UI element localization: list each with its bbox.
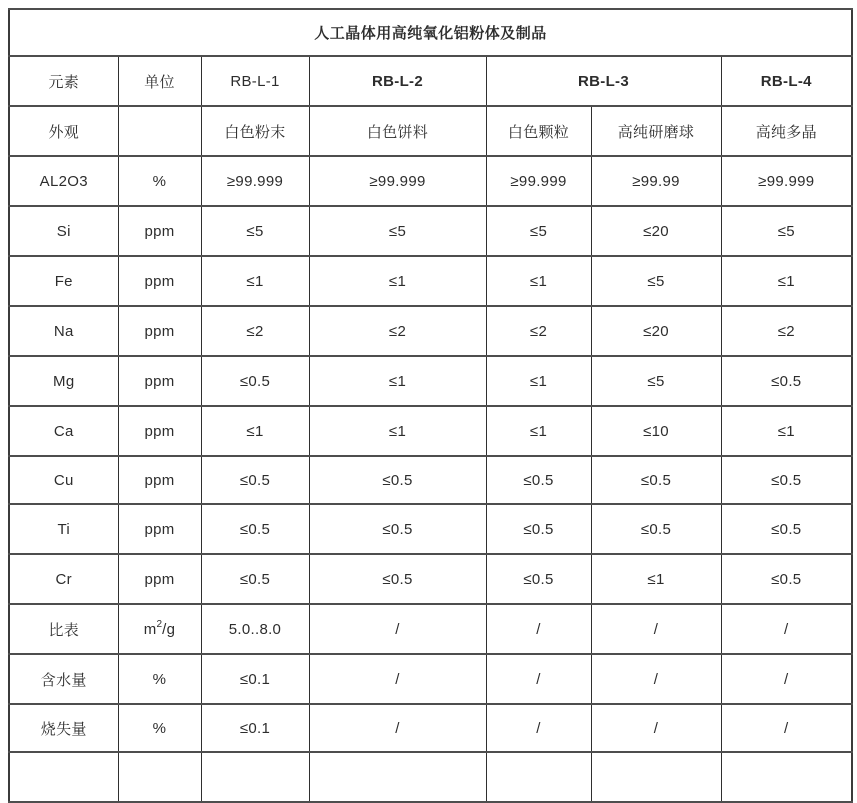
table-header-row	[9, 56, 852, 106]
unit-cell: ppm	[118, 504, 201, 554]
value-cell: ≤1	[309, 256, 486, 306]
element-cell: Cu	[9, 456, 118, 504]
element-cell: Si	[9, 206, 118, 256]
value-cell: 白色粉末	[201, 106, 309, 156]
value-cell: 白色饼料	[309, 106, 486, 156]
value-cell: /	[721, 704, 852, 752]
value-cell: ≤0.1	[201, 704, 309, 752]
value-cell: ≤2	[201, 306, 309, 356]
unit-cell: ppm	[118, 406, 201, 456]
spec-row-cu	[9, 456, 852, 504]
value-cell: 高纯研磨球	[591, 106, 721, 156]
value-cell: /	[486, 604, 591, 654]
value-cell: ≤2	[721, 306, 852, 356]
element-cell: Na	[9, 306, 118, 356]
element-cell: AL2O3	[9, 156, 118, 206]
spec-row-na	[9, 306, 852, 356]
unit-base: m	[143, 621, 157, 638]
value-cell: /	[309, 604, 486, 654]
element-cell: Mg	[9, 356, 118, 406]
unit-cell: ppm	[118, 206, 201, 256]
clipped-row	[9, 752, 852, 802]
value-cell: ≤0.5	[309, 456, 486, 504]
value-cell: ≤0.5	[721, 456, 852, 504]
spec-row-fe	[9, 256, 852, 306]
value-cell: ≤10	[591, 406, 721, 456]
element-cell: 含水量	[9, 654, 118, 704]
value-cell: ≤5	[721, 206, 852, 256]
spec-row-mg	[9, 356, 852, 406]
value-cell: /	[591, 604, 721, 654]
column-header-element: 元素	[9, 56, 118, 106]
value-cell: /	[309, 654, 486, 704]
value-cell: ≤1	[591, 554, 721, 604]
unit-superscript: 2	[156, 619, 163, 630]
value-cell: /	[486, 654, 591, 704]
value-cell: ≤5	[201, 206, 309, 256]
value-cell: ≤0.5	[486, 554, 591, 604]
value-cell: ≤5	[591, 356, 721, 406]
value-cell: ≤5	[309, 206, 486, 256]
value-cell: 高纯多晶	[721, 106, 852, 156]
value-cell: ≤0.5	[201, 456, 309, 504]
column-header-rb-l-1: RB-L-1	[201, 56, 309, 106]
value-cell: ≤1	[309, 406, 486, 456]
column-header-rb-l-2: RB-L-2	[309, 56, 486, 106]
unit-cell: ppm	[118, 256, 201, 306]
unit-cell: ppm	[118, 554, 201, 604]
unit-cell: %	[118, 156, 201, 206]
value-cell: ≥99.999	[201, 156, 309, 206]
value-cell: /	[309, 704, 486, 752]
unit-cell: ppm	[118, 306, 201, 356]
value-cell: ≥99.999	[721, 156, 852, 206]
value-cell: ≤1	[486, 356, 591, 406]
unit-cell	[118, 604, 201, 654]
unit-cell	[118, 106, 201, 156]
value-cell: ≤1	[201, 256, 309, 306]
value-cell: ≤0.5	[486, 456, 591, 504]
column-header-rb-l-3: RB-L-3	[486, 56, 721, 106]
column-header-unit: 单位	[118, 56, 201, 106]
spec-row-al2o3	[9, 156, 852, 206]
value-cell: ≤0.5	[486, 504, 591, 554]
value-cell: /	[486, 704, 591, 752]
element-cell: Ti	[9, 504, 118, 554]
value-cell: ≤5	[591, 256, 721, 306]
value-cell: ≤0.5	[201, 554, 309, 604]
spec-row-water-content	[9, 654, 852, 704]
unit-cell: %	[118, 654, 201, 704]
value-cell: ≤0.5	[591, 504, 721, 554]
value-cell: ≥99.999	[486, 156, 591, 206]
value-cell: ≤1	[201, 406, 309, 456]
value-cell: ≤1	[721, 406, 852, 456]
element-cell: 比表	[9, 604, 118, 654]
column-header-rb-l-4: RB-L-4	[721, 56, 852, 106]
value-cell: ≤0.5	[309, 504, 486, 554]
value-cell: ≤20	[591, 206, 721, 256]
spec-row-ti	[9, 504, 852, 554]
value-cell: ≤2	[309, 306, 486, 356]
spec-row-ca	[9, 406, 852, 456]
value-cell: /	[721, 604, 852, 654]
page-title: 人工晶体用高纯氧化铝粉体及制品	[9, 9, 852, 56]
value-cell: ≤0.5	[309, 554, 486, 604]
value-cell: ≤5	[486, 206, 591, 256]
value-cell: 白色颗粒	[486, 106, 591, 156]
value-cell: /	[591, 654, 721, 704]
spec-row-specific-surface	[9, 604, 852, 654]
value-cell: ≤20	[591, 306, 721, 356]
value-cell: /	[721, 654, 852, 704]
value-cell: ≤1	[309, 356, 486, 406]
row-label-appearance: 外观	[9, 106, 118, 156]
value-cell: ≤0.5	[721, 504, 852, 554]
spec-row-loss-on-ignition	[9, 704, 852, 752]
value-cell: ≥99.999	[309, 156, 486, 206]
unit-cell: ppm	[118, 456, 201, 504]
value-cell: ≥99.99	[591, 156, 721, 206]
value-cell: ≤0.1	[201, 654, 309, 704]
table-title-row	[9, 9, 852, 56]
value-cell: 5.0..8.0	[201, 604, 309, 654]
spec-row-cr	[9, 554, 852, 604]
element-cell: Ca	[9, 406, 118, 456]
unit-cell: %	[118, 704, 201, 752]
value-cell: ≤0.5	[721, 356, 852, 406]
value-cell: ≤0.5	[721, 554, 852, 604]
value-cell: ≤0.5	[201, 356, 309, 406]
value-cell: ≤1	[486, 406, 591, 456]
spec-row-si	[9, 206, 852, 256]
unit-cell: ppm	[118, 356, 201, 406]
value-cell: ≤1	[486, 256, 591, 306]
element-cell: 烧失量	[9, 704, 118, 752]
spec-sheet	[8, 8, 851, 803]
value-cell: ≤0.5	[201, 504, 309, 554]
element-cell: Cr	[9, 554, 118, 604]
unit-rest: /g	[162, 621, 176, 638]
value-cell: ≤2	[486, 306, 591, 356]
element-cell: Fe	[9, 256, 118, 306]
value-cell: ≤0.5	[591, 456, 721, 504]
value-cell: /	[591, 704, 721, 752]
product-spec-table	[8, 8, 853, 803]
value-cell: ≤1	[721, 256, 852, 306]
appearance-row	[9, 106, 852, 156]
